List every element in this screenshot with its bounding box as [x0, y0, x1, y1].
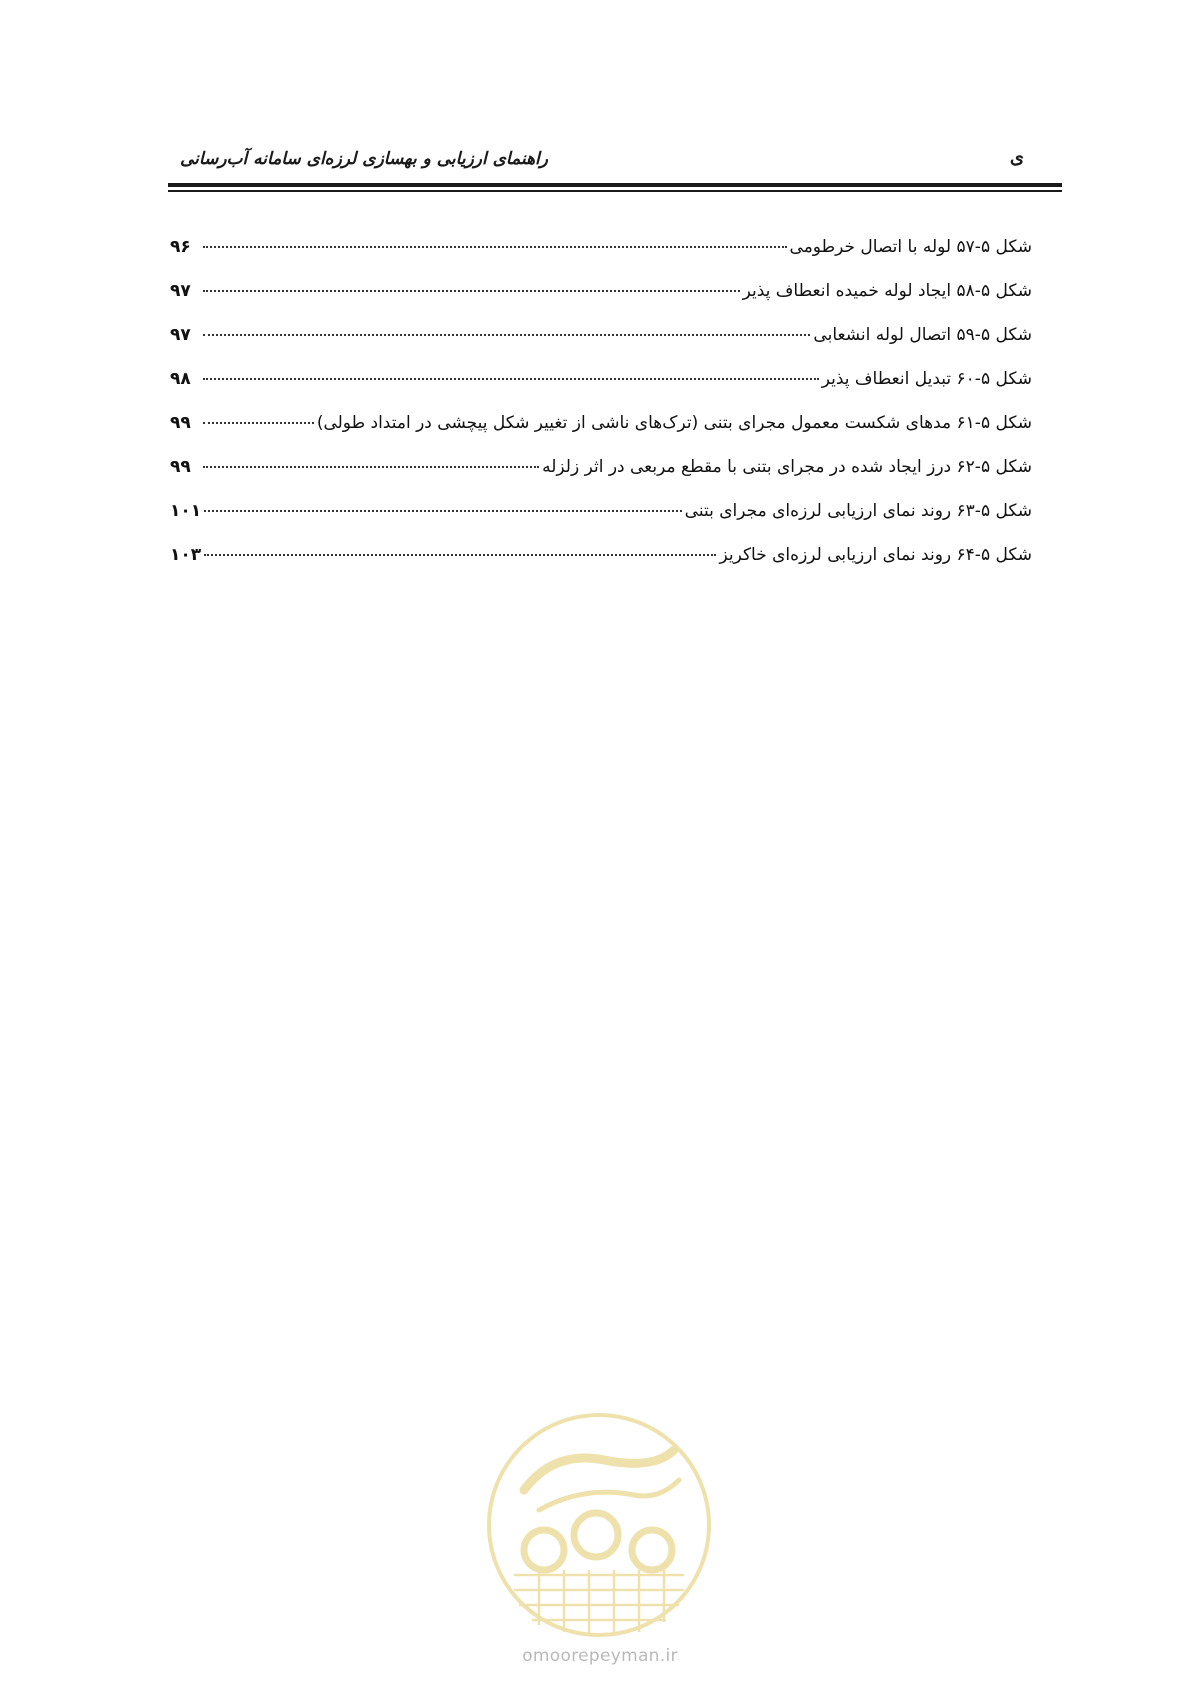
watermark-logo: [484, 1410, 714, 1640]
header-rule-thin: [168, 190, 1062, 192]
toc-entry-label: شکل ۵-۶۲ درز ایجاد شده در مجرای بتنی با مقطع مربعی در اثر زلزله: [542, 457, 1032, 477]
toc-entry[interactable]: [170, 542, 1032, 586]
watermark-url: omoorepeyman.ir: [522, 1646, 678, 1666]
toc-entry-page: ۹۸: [170, 369, 191, 389]
dot-leader: [204, 553, 716, 556]
figure-list: [170, 234, 1032, 586]
page-header: [168, 145, 1038, 177]
toc-entry-page: ۱۰۱: [170, 501, 202, 521]
header-page-letter: ی: [1009, 147, 1024, 168]
header-title: راهنمای ارزیابی و بهسازی لرزه‌ای سامانه آب‌رسانی: [180, 149, 548, 169]
toc-entry-page: ۹۹: [170, 413, 191, 433]
toc-entry-page: ۹۹: [170, 457, 191, 477]
toc-entry[interactable]: [170, 498, 1032, 542]
dot-leader: [203, 465, 539, 468]
dot-leader: [204, 509, 682, 512]
toc-entry-page: ۹۶: [170, 237, 191, 257]
dot-leader: [203, 333, 810, 336]
toc-entry-page: ۱۰۳: [170, 545, 202, 565]
toc-entry-label: شکل ۵-۵۷ لوله با اتصال خرطومی: [789, 237, 1032, 257]
toc-entry[interactable]: [170, 410, 1032, 454]
toc-entry-page: ۹۷: [170, 281, 191, 301]
toc-entry-page: ۹۷: [170, 325, 191, 345]
publisher-seal-icon: [484, 1410, 714, 1640]
toc-entry[interactable]: [170, 278, 1032, 322]
toc-entry-label: شکل ۵-۶۰ تبدیل انعطاف پذیر: [821, 369, 1032, 389]
toc-entry[interactable]: [170, 366, 1032, 410]
dot-leader: [203, 245, 787, 248]
toc-entry-label: شکل ۵-۶۴ روند نمای ارزیابی لرزه‌ای خاکریز: [719, 545, 1032, 565]
toc-entry[interactable]: [170, 454, 1032, 498]
header-rule-thick: [168, 183, 1062, 187]
toc-entry[interactable]: [170, 322, 1032, 366]
toc-entry-label: شکل ۵-۶۳ روند نمای ارزیابی لرزه‌ای مجرای بتنی: [684, 501, 1032, 521]
toc-entry-label: شکل ۵-۵۹ اتصال لوله انشعابی: [813, 325, 1032, 345]
toc-entry-label: شکل ۵-۶۱ مدهای شکست معمول مجرای بتنی (ترک‌های ناشی از تغییر شکل پیچشی در امتداد طولی): [316, 413, 1032, 433]
toc-entry-label: شکل ۵-۵۸ ایجاد لوله خمیده انعطاف پذیر: [742, 281, 1032, 301]
toc-entry[interactable]: [170, 234, 1032, 278]
dot-leader: [203, 421, 314, 424]
dot-leader: [203, 377, 819, 380]
dot-leader: [203, 289, 740, 292]
